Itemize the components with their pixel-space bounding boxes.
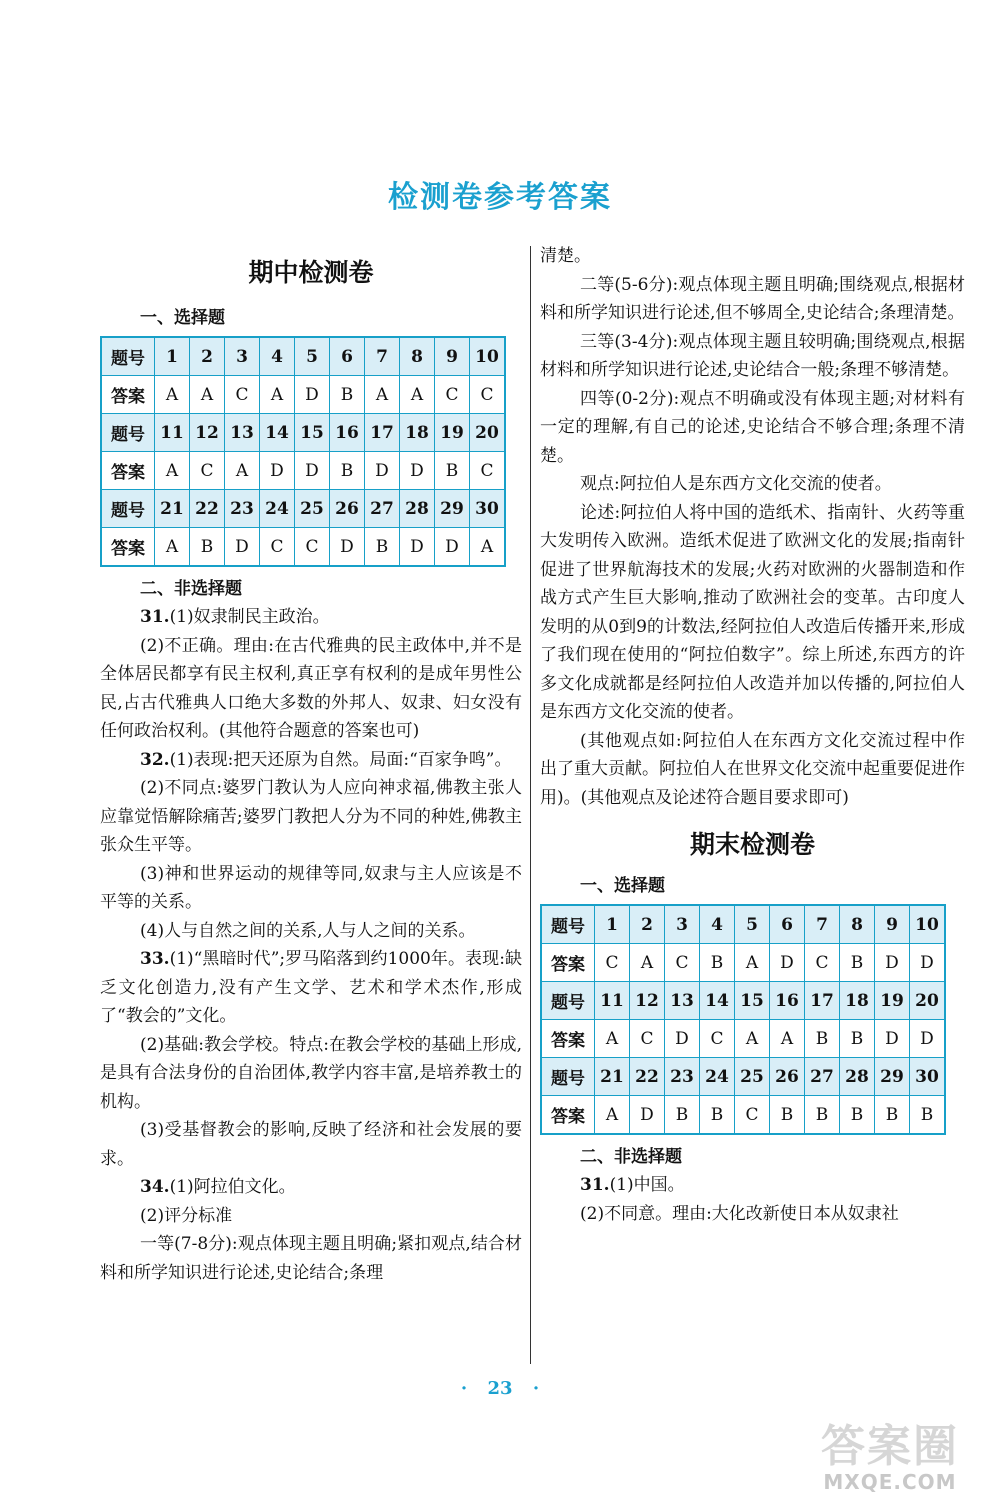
table-cell: 7 bbox=[805, 905, 840, 944]
table-cell: 5 bbox=[295, 337, 330, 376]
answer-text: (3)神和世界运动的规律等同,奴隶与主人应该是不平等的关系。 bbox=[100, 863, 522, 912]
table-cell: 17 bbox=[805, 982, 840, 1020]
table-cell: C bbox=[225, 376, 260, 414]
table-cell: 17 bbox=[365, 414, 400, 452]
row-header-cell: 题号 bbox=[541, 1058, 595, 1096]
answer-paragraph bbox=[100, 774, 522, 860]
answer-paragraph: 三等(3-4分):观点体现主题且较明确;围绕观点,根据材料和所学知识进行论述,史论结合一般;条理不够清楚。 bbox=[540, 331, 965, 380]
table-cell: D bbox=[630, 1096, 665, 1135]
table-cell: C bbox=[700, 1020, 735, 1058]
table-cell: D bbox=[260, 452, 295, 490]
answer-text: (2)基础:教会学校。特点:在教会学校的基础上形成,是具有合法身份的自治团体,教学内容丰富,是培养教士的机构。 bbox=[100, 1034, 522, 1112]
row-header-cell: 答案 bbox=[541, 1020, 595, 1058]
left-column bbox=[100, 250, 522, 1287]
table-cell: 27 bbox=[365, 490, 400, 528]
table-cell: 12 bbox=[630, 982, 665, 1020]
answer-text: (1)“黑暗时代”;罗马陷落到约1000年。表现:缺乏文化创造力,没有产生文学、艺术和学术杰作,形成了“教会的”文化。 bbox=[100, 949, 522, 1026]
table-cell: 25 bbox=[295, 490, 330, 528]
table-cell: 29 bbox=[875, 1058, 910, 1096]
page-number-value: 23 bbox=[487, 1378, 513, 1399]
row-header-cell: 答案 bbox=[101, 528, 155, 567]
table-cell: 27 bbox=[805, 1058, 840, 1096]
page-title: 检测卷参考答案 bbox=[388, 180, 612, 215]
row-header-cell: 答案 bbox=[101, 376, 155, 414]
answer-paragraph bbox=[100, 1116, 522, 1173]
table-cell: 1 bbox=[155, 337, 190, 376]
answer-text: (1)中国。 bbox=[609, 1175, 685, 1195]
table-cell: A bbox=[155, 528, 190, 567]
table-cell: 22 bbox=[190, 490, 225, 528]
table-cell: 11 bbox=[155, 414, 190, 452]
table-cell: B bbox=[805, 1020, 840, 1058]
question-number: 33. bbox=[140, 949, 170, 969]
final-answer-table bbox=[540, 904, 946, 1135]
table-cell: 6 bbox=[330, 337, 365, 376]
answer-text: (2)不同意。理由:大化改新使日本从奴隶社 bbox=[580, 1203, 899, 1224]
table-cell: 16 bbox=[330, 414, 365, 452]
answer-paragraph bbox=[100, 945, 522, 1031]
table-cell: A bbox=[260, 376, 295, 414]
table-cell: C bbox=[470, 452, 506, 490]
table-cell: 10 bbox=[910, 905, 946, 944]
answer-paragraph: (其他观点如:阿拉伯人在东西方文化交流过程中作出了重大贡献。阿拉伯人在世界文化交流中起重要促进作用)。(其他观点及论述符合题目要求即可) bbox=[540, 730, 965, 808]
table-cell: A bbox=[630, 944, 665, 982]
table-cell: 20 bbox=[910, 982, 946, 1020]
table-cell: D bbox=[400, 528, 435, 567]
table-cell: C bbox=[470, 376, 506, 414]
table-cell: 10 bbox=[470, 337, 506, 376]
question-number-row bbox=[101, 337, 505, 376]
question-number: 34. bbox=[140, 1177, 170, 1197]
final-answers bbox=[540, 1171, 965, 1228]
row-header-cell: 题号 bbox=[101, 414, 155, 452]
page-number bbox=[0, 1378, 1000, 1399]
table-cell: C bbox=[630, 1020, 665, 1058]
table-cell: 28 bbox=[400, 490, 435, 528]
answer-paragraph bbox=[100, 917, 522, 946]
final-nonchoice-heading: 二、非选择题 bbox=[580, 1147, 682, 1167]
table-cell: 16 bbox=[770, 982, 805, 1020]
table-cell: A bbox=[225, 452, 260, 490]
table-cell: 14 bbox=[260, 414, 295, 452]
answer-paragraph bbox=[540, 1200, 965, 1229]
row-header-cell: 题号 bbox=[541, 982, 595, 1020]
table-cell: B bbox=[805, 1096, 840, 1135]
answer-row bbox=[101, 452, 505, 490]
table-cell: 3 bbox=[665, 905, 700, 944]
answer-paragraph: 论述:阿拉伯人将中国的造纸术、指南针、火药等重大发明传入欧洲。造纸术促进了欧洲文化的发展;指南针促进了世界航海技术的发展;火药对欧洲的火器制造和作战方式产生巨大影响,推动了欧洲社会的变革。古印度人发明的从0到9的计数法,经阿拉伯人改造后传播开来,形成了我们现在使用的“阿拉伯数字”。综上所述,东西方的许多文化成就都是经阿拉伯人改造并加以传播的,阿拉伯人是东西方文化交流的使者。 bbox=[540, 502, 965, 722]
answer-row bbox=[541, 1020, 945, 1058]
answer-paragraph bbox=[100, 632, 522, 746]
question-number: 31. bbox=[580, 1175, 610, 1195]
table-cell: 24 bbox=[260, 490, 295, 528]
table-cell: 26 bbox=[770, 1058, 805, 1096]
table-cell: B bbox=[435, 452, 470, 490]
table-cell: B bbox=[665, 1096, 700, 1135]
answer-paragraph: 四等(0-2分):观点不明确或没有体现主题;对材料有一定的理解,有自己的论述,史论结合不够合理;条理不清楚。 bbox=[540, 388, 965, 466]
table-cell: D bbox=[400, 452, 435, 490]
answer-text: (1)表现:把天还原为自然。局面:“百家争鸣”。 bbox=[169, 749, 512, 770]
table-cell: B bbox=[700, 944, 735, 982]
table-cell: D bbox=[435, 528, 470, 567]
table-cell: B bbox=[910, 1096, 946, 1135]
table-cell: A bbox=[365, 376, 400, 414]
answer-paragraph bbox=[100, 1230, 522, 1287]
table-cell: 19 bbox=[435, 414, 470, 452]
table-cell: C bbox=[595, 944, 630, 982]
answer-text: (2)不正确。理由:在古代雅典的民主政体中,并不是全体居民都享有民主权利,真正享有权利的是成年男性公民,占古代雅典人口绝大多数的外邦人、奴隶、妇女没有任何政治权利。(其他符合题意的答案也可) bbox=[100, 635, 522, 741]
watermark-url: MXQE.COM bbox=[823, 1470, 957, 1494]
table-cell: A bbox=[735, 944, 770, 982]
table-cell: 25 bbox=[735, 1058, 770, 1096]
final-choice-heading: 一、选择题 bbox=[580, 876, 665, 896]
answer-text: (2)不同点:婆罗门教认为人应向神求福,佛教主张人应靠觉悟解除痛苦;婆罗门教把人分为不同的种姓,佛教主张众生平等。 bbox=[100, 778, 522, 855]
table-cell: 18 bbox=[840, 982, 875, 1020]
table-cell: 9 bbox=[875, 905, 910, 944]
answer-text: (4)人与自然之间的关系,人与人之间的关系。 bbox=[140, 920, 476, 941]
table-cell: A bbox=[470, 528, 506, 567]
table-cell: D bbox=[910, 944, 946, 982]
table-cell: 12 bbox=[190, 414, 225, 452]
table-cell: C bbox=[805, 944, 840, 982]
table-cell: 19 bbox=[875, 982, 910, 1020]
table-cell: 6 bbox=[770, 905, 805, 944]
table-cell: 21 bbox=[155, 490, 190, 528]
row-header-cell: 答案 bbox=[541, 1096, 595, 1135]
table-cell: C bbox=[260, 528, 295, 567]
table-cell: D bbox=[295, 376, 330, 414]
table-cell: A bbox=[155, 452, 190, 490]
table-cell: 22 bbox=[630, 1058, 665, 1096]
answer-text: 一等(7-8分):观点体现主题且明确;紧扣观点,结合材料和所学知识进行论述,史论结合;条理 bbox=[100, 1234, 522, 1283]
answer-paragraph bbox=[100, 860, 522, 917]
table-cell: B bbox=[875, 1096, 910, 1135]
answer-paragraph: 清楚。 bbox=[540, 246, 591, 266]
table-cell: A bbox=[770, 1020, 805, 1058]
table-cell: 2 bbox=[190, 337, 225, 376]
final-title: 期末检测卷 bbox=[689, 830, 815, 859]
row-header-cell: 题号 bbox=[541, 905, 595, 944]
table-cell: 11 bbox=[595, 982, 630, 1020]
question-number: 31. bbox=[140, 607, 170, 627]
table-cell: B bbox=[840, 1020, 875, 1058]
table-cell: 3 bbox=[225, 337, 260, 376]
question-number-row bbox=[541, 1058, 945, 1096]
table-cell: B bbox=[330, 376, 365, 414]
table-cell: 28 bbox=[840, 1058, 875, 1096]
column-divider bbox=[530, 246, 531, 1364]
table-cell: 1 bbox=[595, 905, 630, 944]
answer-row bbox=[541, 944, 945, 982]
table-cell: C bbox=[735, 1096, 770, 1135]
answer-paragraph bbox=[100, 1202, 522, 1231]
answer-text: (1)奴隶制民主政治。 bbox=[169, 607, 330, 627]
table-cell: 26 bbox=[330, 490, 365, 528]
right-column bbox=[540, 242, 965, 1228]
table-cell: 23 bbox=[225, 490, 260, 528]
question-number-row bbox=[541, 905, 945, 944]
table-cell: C bbox=[435, 376, 470, 414]
table-cell: A bbox=[190, 376, 225, 414]
page-number-dot-right: · bbox=[532, 1378, 540, 1399]
row-header-cell: 题号 bbox=[101, 337, 155, 376]
midterm-answers bbox=[100, 603, 522, 1287]
answer-paragraph bbox=[100, 1031, 522, 1117]
table-cell: B bbox=[365, 528, 400, 567]
table-cell: 30 bbox=[470, 490, 506, 528]
answer-row bbox=[101, 376, 505, 414]
answer-text: (3)受基督教会的影响,反映了经济和社会发展的要求。 bbox=[100, 1120, 522, 1169]
watermark-logo-text: 答案圈 bbox=[821, 1421, 959, 1472]
table-cell: B bbox=[840, 944, 875, 982]
answer-paragraph bbox=[540, 1171, 965, 1200]
table-cell: D bbox=[875, 944, 910, 982]
answer-row bbox=[541, 1096, 945, 1135]
table-cell: 13 bbox=[665, 982, 700, 1020]
table-cell: 2 bbox=[630, 905, 665, 944]
question-number-row bbox=[101, 414, 505, 452]
answer-text: (1)阿拉伯文化。 bbox=[169, 1177, 296, 1197]
table-cell: D bbox=[770, 944, 805, 982]
midterm-title: 期中检测卷 bbox=[248, 258, 374, 287]
table-cell: 30 bbox=[910, 1058, 946, 1096]
table-cell: B bbox=[190, 528, 225, 567]
table-cell: 7 bbox=[365, 337, 400, 376]
table-cell: 21 bbox=[595, 1058, 630, 1096]
answer-text: (2)评分标准 bbox=[140, 1205, 233, 1226]
answer-paragraph: 观点:阿拉伯人是东西方文化交流的使者。 bbox=[580, 474, 892, 494]
table-cell: D bbox=[295, 452, 330, 490]
table-cell: B bbox=[700, 1096, 735, 1135]
table-cell: C bbox=[190, 452, 225, 490]
answer-paragraph: 二等(5-6分):观点体现主题且明确;围绕观点,根据材料和所学知识进行论述,但不够周全,史论结合;条理清楚。 bbox=[540, 274, 965, 323]
table-cell: 8 bbox=[400, 337, 435, 376]
midterm-nonchoice-heading: 二、非选择题 bbox=[140, 579, 242, 599]
table-cell: D bbox=[225, 528, 260, 567]
table-cell: D bbox=[365, 452, 400, 490]
table-cell: A bbox=[595, 1020, 630, 1058]
table-cell: B bbox=[770, 1096, 805, 1135]
table-cell: 23 bbox=[665, 1058, 700, 1096]
question-number: 32. bbox=[140, 749, 170, 770]
table-cell: C bbox=[665, 944, 700, 982]
table-cell: D bbox=[330, 528, 365, 567]
midterm-choice-heading: 一、选择题 bbox=[140, 308, 225, 328]
watermark-logo bbox=[790, 1410, 990, 1500]
midterm-answer-table bbox=[100, 336, 506, 567]
table-cell: B bbox=[330, 452, 365, 490]
question-number-row bbox=[101, 490, 505, 528]
table-cell: 20 bbox=[470, 414, 506, 452]
answer-paragraph bbox=[100, 746, 522, 775]
table-cell: 9 bbox=[435, 337, 470, 376]
table-cell: A bbox=[595, 1096, 630, 1135]
table-cell: 14 bbox=[700, 982, 735, 1020]
page-number-dot-left: · bbox=[460, 1378, 468, 1399]
answer-row bbox=[101, 528, 505, 567]
table-cell: A bbox=[735, 1020, 770, 1058]
answer-paragraph bbox=[100, 1173, 522, 1202]
table-cell: 4 bbox=[260, 337, 295, 376]
table-cell: D bbox=[910, 1020, 946, 1058]
answer-paragraph bbox=[100, 603, 522, 632]
midterm-answers-continued bbox=[540, 242, 965, 812]
row-header-cell: 题号 bbox=[101, 490, 155, 528]
table-cell: 29 bbox=[435, 490, 470, 528]
table-cell: D bbox=[665, 1020, 700, 1058]
table-cell: D bbox=[875, 1020, 910, 1058]
table-cell: 18 bbox=[400, 414, 435, 452]
table-cell: 24 bbox=[700, 1058, 735, 1096]
table-cell: A bbox=[155, 376, 190, 414]
table-cell: 4 bbox=[700, 905, 735, 944]
table-cell: 15 bbox=[735, 982, 770, 1020]
row-header-cell: 答案 bbox=[101, 452, 155, 490]
table-cell: A bbox=[400, 376, 435, 414]
table-cell: 8 bbox=[840, 905, 875, 944]
table-cell: 15 bbox=[295, 414, 330, 452]
row-header-cell: 答案 bbox=[541, 944, 595, 982]
table-cell: 13 bbox=[225, 414, 260, 452]
table-cell: C bbox=[295, 528, 330, 567]
question-number-row bbox=[541, 982, 945, 1020]
table-cell: 5 bbox=[735, 905, 770, 944]
table-cell: B bbox=[840, 1096, 875, 1135]
